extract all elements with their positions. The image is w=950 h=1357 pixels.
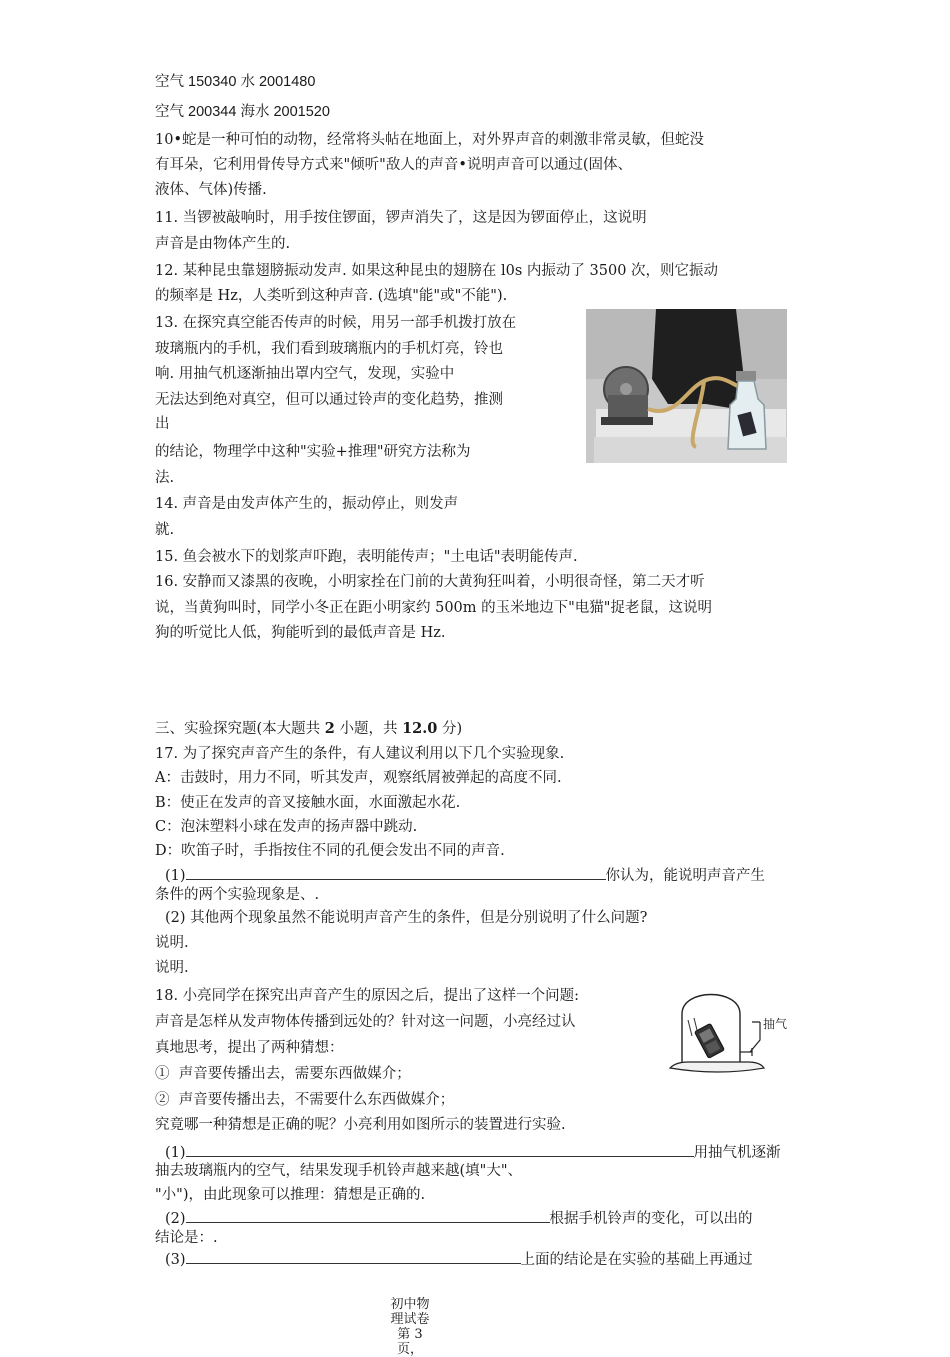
section-heading-prefix: 三、实验探究题(本大题共 (155, 721, 325, 737)
q18-part2-text: 根据手机铃声的变化，可以出的 (549, 1211, 753, 1227)
q17-option: A：击鼓时，用力不同，听其发声，观察纸屑被弹起的高度不同. (155, 770, 562, 786)
q17-option: B：使正在发声的音叉接触水面，水面激起水花. (155, 795, 461, 811)
q10-line: 液体、气体)传播. (155, 182, 267, 198)
pump-label: 抽气 (763, 1017, 788, 1031)
footer-line: 理试卷 (390, 1312, 430, 1327)
answer-blank[interactable] (186, 865, 606, 880)
q18-part3 (165, 1249, 753, 1270)
q18-part2-number: (2) (165, 1211, 186, 1227)
q18-guess (155, 1090, 454, 1110)
q17-part1 (165, 865, 765, 886)
q18-guess (155, 1064, 411, 1084)
q18-part1-cont: "小")，由此现象可以推理：猜想是正确的. (155, 1187, 426, 1203)
q17-part2: (2) 其他两个现象虽然不能说明声音产生的条件，但是分别说明了什么问题? (165, 910, 648, 926)
q10-line: 有耳朵，它利用骨传导方式来"倾听"敌人的声音•说明声音可以通过(固体、 (155, 157, 633, 173)
total-score: 12.0 (402, 720, 438, 737)
guess-marker: ① (155, 1066, 170, 1082)
q18-part3-number: (3) (165, 1252, 186, 1268)
table-row: 空气 200344 海水 2001520 (155, 104, 330, 120)
q17-stem: 17. 为了探究声音产生的条件，有人建议利用以下几个实验现象. (155, 746, 565, 762)
q14-line: 就. (155, 522, 175, 538)
section-heading (155, 719, 462, 739)
q13-line: 无法达到绝对真空，但可以通过铃声的变化趋势，推测 (155, 392, 503, 408)
q13-line: 的结论，物理学中这种"实验+推理"研究方法称为 (155, 444, 471, 460)
footer-line: 初中物 (390, 1297, 430, 1312)
q13-line: 法. (155, 470, 175, 486)
q17-option: C：泡沫塑料小球在发声的扬声器中跳动. (155, 819, 418, 835)
q11-line: 声音是由物体产生的. (155, 236, 291, 252)
q11-line: 11. 当锣被敲响时，用手按住锣面，锣声消失了，这是因为锣面停止，这说明 (155, 210, 647, 226)
page-number: 第 3 页， (396, 1327, 423, 1357)
q17-part1-number: (1) (165, 868, 186, 884)
guess-marker: ② (155, 1092, 170, 1108)
q18-part1 (165, 1142, 781, 1163)
q13-line: 出 (155, 416, 170, 432)
q18-part1-number: (1) (165, 1145, 186, 1161)
q18-line: 真地思考，提出了两种猜想： (155, 1040, 344, 1056)
q13-line: 响. 用抽气机逐渐抽出罩内空气，发现，实验中 (155, 366, 455, 382)
q18-part1-cont: 抽去玻璃瓶内的空气，结果发现手机铃声越来越(填"大"、 (155, 1163, 522, 1179)
q17-part1-cont: 条件的两个实验现象是、. (155, 887, 320, 903)
q16-line: 16. 安静而又漆黑的夜晚，小明家拴在门前的大黄狗狂叫着，小明很奇怪，第二天才听 (155, 574, 705, 590)
section-heading-suffix: 分) (437, 721, 463, 737)
q12-line: 的频率是 Hz，人类听到这种声音. (选填"能"或"不能"). (155, 288, 508, 304)
table-row: 空气 150340 水 2001480 (155, 74, 316, 90)
answer-blank[interactable] (186, 1142, 694, 1157)
section-heading-middle: 小题，共 (334, 721, 403, 737)
q18-intro: 究竟哪一种猜想是正确的呢？小亮利用如图所示的装置进行实验. (155, 1117, 566, 1133)
q14-line: 14. 声音是由发声体产生的，振动停止，则发声 (155, 496, 459, 512)
vacuum-experiment-photo (586, 309, 787, 463)
q18-part2 (165, 1208, 753, 1229)
q18-part3-text: 上面的结论是在实验的基础上再通过 (520, 1252, 753, 1268)
q15-line: 15. 鱼会被水下的划浆声吓跑，表明能传声；"土电话"表明能传声. (155, 549, 578, 565)
bell-jar-figure (668, 980, 803, 1080)
answer-blank[interactable] (186, 1208, 550, 1223)
q18-line: 18. 小亮同学在探究出声音产生的原因之后，提出了这样一个问题: (155, 988, 580, 1004)
q17-part2-answer: 说明. (155, 935, 189, 951)
q18-part2-cont: 结论是：. (155, 1230, 218, 1246)
guess-text: 声音要传播出去，不需要什么东西做媒介； (178, 1092, 455, 1108)
q17-part1-text: 你认为，能说明声音产生 (605, 868, 766, 884)
guess-text: 声音要传播出去，需要东西做媒介； (178, 1066, 411, 1082)
q18-part1-text: 用抽气机逐渐 (693, 1145, 781, 1161)
q17-option: D：吹笛子时，手指按住不同的孔便会发出不同的声音. (155, 843, 505, 859)
q18-line: 声音是怎样从发声物体传播到远处的？针对这一问题，小亮经过认 (155, 1014, 576, 1030)
q17-part2-answer: 说明. (155, 960, 189, 976)
q10-line: 10•蛇是一种可怕的动物，经常将头帖在地面上，对外界声音的刺激非常灵敏，但蛇没 (155, 132, 705, 148)
q16-line: 说，当黄狗叫时，同学小冬正在距小明家约 500m 的玉米地边下"电猫"捉老鼠，这说明 (155, 600, 712, 616)
q13-line: 13. 在探究真空能否传声的时候，用另一部手机拨打放在 (155, 315, 517, 331)
answer-blank[interactable] (186, 1249, 521, 1264)
question-count: 2 (324, 720, 335, 737)
q13-line: 玻璃瓶内的手机，我们看到玻璃瓶内的手机灯亮，铃也 (155, 341, 503, 357)
q12-line: 12. 某种昆虫靠翅膀振动发声. 如果这种昆虫的翅膀在 l0s 内振动了 3500 次，则它振动 (155, 263, 719, 279)
q16-line: 狗的听觉比人低，狗能听到的最低声音是 Hz. (155, 625, 446, 641)
